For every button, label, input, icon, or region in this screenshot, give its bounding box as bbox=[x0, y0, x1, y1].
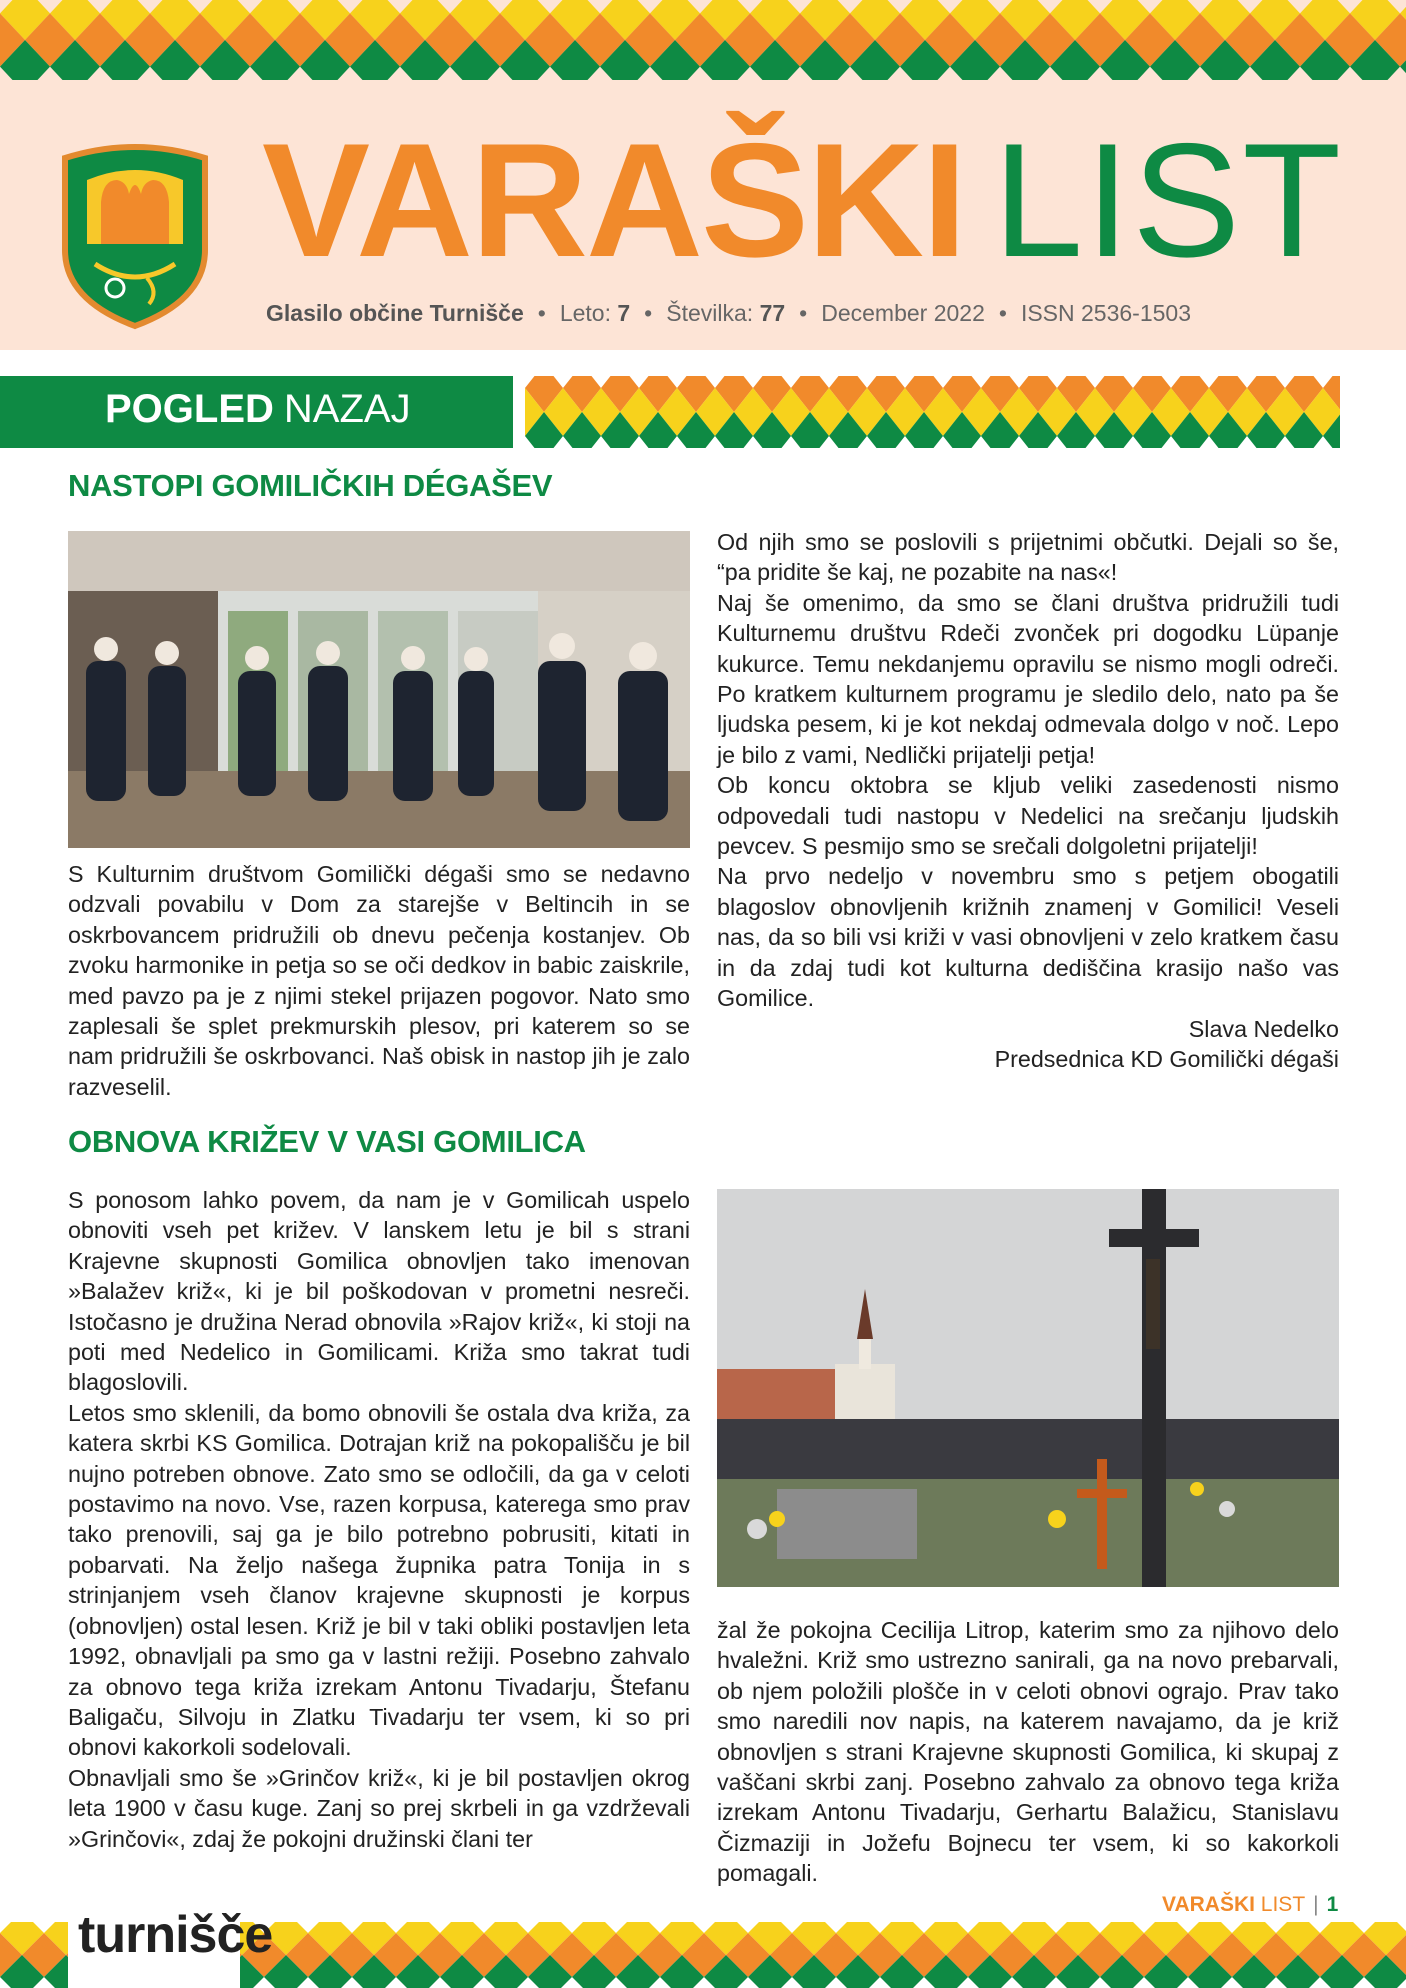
page-number: 1 bbox=[1326, 1893, 1339, 1916]
article2-paragraph: Obnavljali smo še »Grinčov križ«, ki je bil postavljen okrog leta 1900 v času kuge. Zanj so prej skrbeli in ga vzdrževali »Grinčovi«, zdaj že pokojni družinski člani ter bbox=[68, 1764, 690, 1852]
article1-heading: NASTOPI GOMILIČKIH DÉGAŠEV bbox=[68, 468, 553, 503]
separator-dot: • bbox=[799, 300, 808, 326]
top-zigzag-border bbox=[0, 0, 1406, 80]
footer-page-mark bbox=[1162, 1893, 1338, 1917]
masthead-title bbox=[262, 110, 1344, 310]
section-title-bold: POGLED bbox=[105, 387, 274, 431]
article2-paragraph: Letos smo sklenili, da bomo obnovili še ostala dva križa, za katera skrbi KS Gomilica. Dotrajan križ na pokopališču je bil nujno potreben obnove. Zato smo se odločili, da ga v celoti postavimo na novo. Vse, razen korpusa, katerega smo prav tako prenovili, saj ga je bilo potrebno pobrusiti, kitati in pobarvati. Na željo našega župnika patra Tonija in s strinjanjem vseh članov krajevne skupnosti je korpus (obnovljen) ostal lesen. Križ je bil v taki obliki postavljen leta 1992, obnavljali pa smo ga v lastni režiji. Posebno zahvalo za obnovo tega križa izrekam Antonu Tivadarju, Štefanu Baligaču, Silvoju in Zlatku Tivadarju ter vsem, ki so pri obnovi kakorkoli sodelovali. bbox=[68, 1399, 690, 1761]
article1-paragraph: Ob koncu oktobra se kljub veliki zasedenosti nismo odpovedali tudi nastopu v Nedelici na srečanju ljudskih pevcev. S pesmijo smo se srečali dolgoletni prijatelji! bbox=[717, 772, 1339, 860]
turnisce-logo: turnišče bbox=[78, 1906, 273, 1964]
article1-paragraph: Od njih smo se poslovili s prijetnimi občutki. Dejali so še, “pa pridite še kaj, ne pozabite na nas«! bbox=[717, 529, 1339, 586]
separator-dot: • bbox=[644, 300, 653, 326]
masthead-subtitle bbox=[266, 300, 1191, 327]
article1-col2 bbox=[717, 527, 1339, 1074]
publication-name: Glasilo občine Turnišče bbox=[266, 300, 524, 326]
folk-singers-photo bbox=[68, 531, 690, 848]
article1-paragraph: S Kulturnim društvom Gomilički dégaši smo se nedavno odzvali povabilu v Dom za starejše v Beltincih in se oskrbovancem pridružili ob dnevu pečenja kostanjev. Ob zvoku harmonike in petja so se oči dedkov in babic zaiskrile, med pavzo pa je z njimi stekel prijazen pogovor. Nato smo zaplesali še splet prekmurskih plesov, pri katerem so se nam pridružili še oskrbovanci. Naš obisk in nastop jih je zalo razveselil. bbox=[68, 861, 690, 1100]
section-banner-zigzag bbox=[525, 376, 1340, 448]
masthead-title-bold: VARAŠKI bbox=[262, 110, 966, 291]
footer-title-bold: VARAŠKI bbox=[1162, 1893, 1255, 1916]
signature-role: Predsednica KD Gomilički dégaši bbox=[994, 1045, 1339, 1072]
issue-date: December 2022 bbox=[821, 300, 985, 326]
article2-col2 bbox=[717, 1615, 1339, 1889]
article2-heading: OBNOVA KRIŽEV V VASI GOMILICA bbox=[68, 1124, 586, 1159]
article1-paragraph: Naj še omenimo, da smo se člani društva pridružili tudi Kulturnemu društvu Rdeči zvonček pri dogodku Lüpanje kukurce. Temu nekdanjemu opravilu se nismo mogli odreči. Po kratkem kulturnem programu je sledilo delo, nato pa še ljudska pesem, ki je kot nekdaj odmevala dolgo v noč. Lepo je bilo z vami, Nedlički prijatelji petja! bbox=[717, 589, 1339, 768]
article2-paragraph: S ponosom lahko povem, da nam je v Gomilicah uspelo obnoviti vseh pet križev. V lanskem letu je bil s strani Krajevne skupnosti Gomilica obnovljen tako imenovan »Balažev križ«, ki je bil poškodovan v prometni nesreči. Istočasno je družina Nerad obnovila »Rajov križ«, ki stoji na poti med Nedelico in Gomilicami. Križa smo takrat tudi blagoslovili. bbox=[68, 1187, 690, 1396]
masthead-title-light: LIST bbox=[993, 110, 1344, 291]
article1-col1 bbox=[68, 859, 690, 1102]
separator-dot: • bbox=[537, 300, 546, 326]
year-label: Leto: bbox=[559, 300, 611, 326]
municipality-crest bbox=[55, 140, 215, 330]
article1-paragraph: Na prvo nedeljo v novembru smo s petjem obogatili blagoslov obnovljenih križnih znamenj v Gomilici! Veseli nas, da so bili vsi križi v vasi obnovljeni v zelo kratkem času in da zdaj tudi kot kulturna dediščina krasijo našo vas Gomilice. bbox=[717, 863, 1339, 1012]
issn: ISSN 2536-1503 bbox=[1020, 300, 1192, 326]
article2-paragraph: žal že pokojna Cecilija Litrop, katerim smo za njihovo delo hvaležni. Križ smo ustrezno sanirali, ga na novo prebarvali, ob njem položili plošče in v celoti obnovi ograjo. Prav tako smo naredili nov napis, na katerem navajamo, da je križ obnovljen s strani Krajevne skupnosti Gomilica, ki skupaj z vaščani skrbi zanj. Posebno zahvalo za obnovo tega križa izrekam Antonu Tivadarju, Gerhartu Balažicu, Stanislavu Čizmaziji in Jožefu Bojnecu ter vsem, ki so kakorkoli pomagali. bbox=[717, 1617, 1339, 1887]
section-title bbox=[105, 387, 411, 432]
footer-title-light: LIST bbox=[1260, 1893, 1306, 1916]
cemetery-cross-photo bbox=[717, 1189, 1339, 1587]
year-value: 7 bbox=[617, 300, 631, 326]
signature-name: Slava Nedelko bbox=[1188, 1015, 1339, 1042]
issue-label: Številka: bbox=[666, 300, 754, 326]
article2-col1 bbox=[68, 1185, 690, 1854]
footer-separator: | bbox=[1313, 1893, 1319, 1916]
section-title-light: NAZAJ bbox=[283, 387, 411, 431]
separator-dot: • bbox=[998, 300, 1007, 326]
issue-value: 77 bbox=[759, 300, 786, 326]
